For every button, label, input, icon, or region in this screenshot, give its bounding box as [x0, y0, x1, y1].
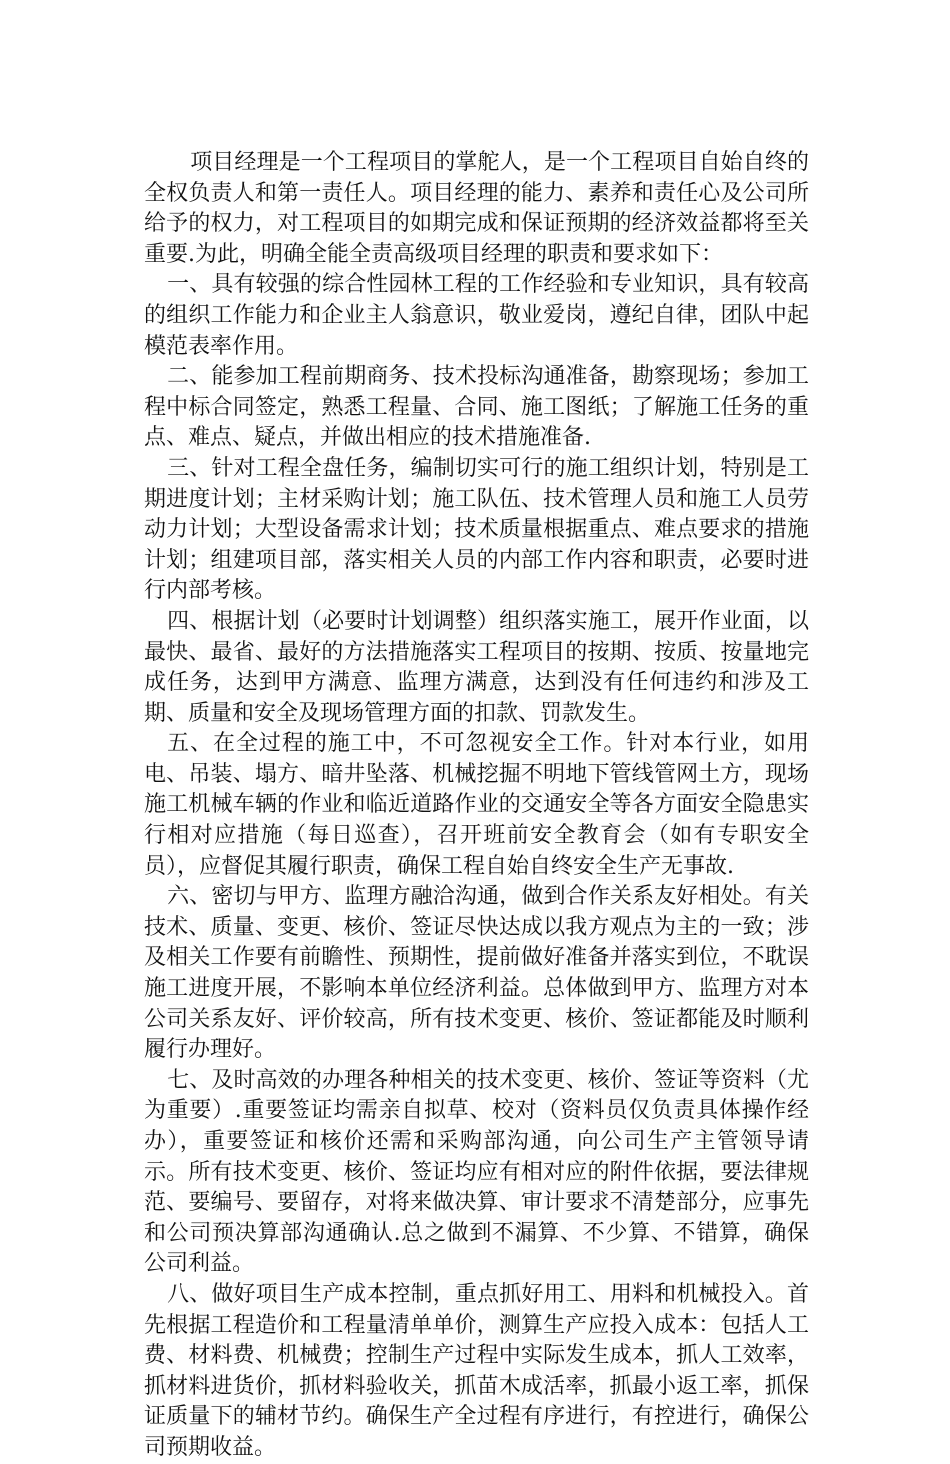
paragraph-item-5: 五、在全过程的施工中，不可忽视安全工作。针对本行业，如用电、吊装、塌方、暗井坠落、机械挖掘不明地下管线管网土方，现场施工机械车辆的作业和临近道路作业的交通安全等各方面安全隐患实行相对应措施（每日巡查），召开班前安全教育会（如有专职安全员），应督促其履行职责，确保工程自始自终安全生产无事故.	[144, 731, 809, 879]
paragraph-item-4: 四、根据计划（必要时计划调整）组织落实施工，展开作业面，以最快、最省、最好的方法措施落实工程项目的按期、按质、按量地完成任务，达到甲方满意、监理方满意，达到没有任何违约和涉及工期、质量和安全及现场管理方面的扣款、罚款发生。	[144, 608, 809, 726]
intro-paragraph: 项目经理是一个工程项目的掌舵人，是一个工程项目自始自终的全权负责人和第一责任人。项目经理的能力、素养和责任心及公司所给予的权力，对工程项目的如期完成和保证预期的经济效益都将至关重要.为此，明确全能全责高级项目经理的职责和要求如下：	[144, 150, 809, 267]
paragraph-item-1: 一、具有较强的综合性园林工程的工作经验和专业知识，具有较高的组织工作能力和企业主人翁意识，敬业爱岗，遵纪自律，团队中起模范表率作用。	[144, 272, 809, 359]
paragraph-item-2: 二、能参加工程前期商务、技术投标沟通准备，勘察现场；参加工程中标合同签定，熟悉工程量、合同、施工图纸；了解施工任务的重点、难点、疑点，并做出相应的技术措施准备.	[144, 364, 809, 451]
paragraph-item-6: 六、密切与甲方、监理方融洽沟通，做到合作关系友好相处。有关技术、质量、变更、核价、签证尽快达成以我方观点为主的一致；涉及相关工作要有前瞻性、预期性，提前做好准备并落实到位，不耽误施工进度开展，不影响本单位经济利益。总体做到甲方、监理方对本公司关系友好、评价较高，所有技术变更、核价、签证都能及时顺利履行办理好。	[144, 884, 809, 1063]
paragraph-item-8: 八、做好项目生产成本控制，重点抓好用工、用料和机械投入。首先根据工程造价和工程量清单单价，测算生产应投入成本：包括人工费、材料费、机械费；控制生产过程中实际发生成本，抓人工效率，抓材料进货价，抓材料验收关，抓苗木成活率，抓最小返工率，抓保证质量下的辅材节约。确保生产全过程有序进行，有控进行，确保公司预期收益。	[144, 1281, 809, 1460]
paragraph-item-3: 三、针对工程全盘任务，编制切实可行的施工组织计划，特别是工期进度计划；主材采购计划；施工队伍、技术管理人员和施工人员劳动力计划；大型设备需求计划；技术质量根据重点、难点要求的措施计划；组建项目部，落实相关人员的内部工作内容和职责，必要时进行内部考核。	[144, 455, 809, 604]
document-body	[144, 148, 809, 1464]
paragraph-item-7: 七、及时高效的办理各种相关的技术变更、核价、签证等资料（尤为重要）.重要签证均需亲自拟草、校对（资料员仅负责具体操作经办），重要签证和核价还需和采购部沟通，向公司生产主管领导请示。所有技术变更、核价、签证均应有相对应的附件依据，要法律规范、要编号、要留存，对将来做决算、审计要求不清楚部分，应事先和公司预决算部沟通确认.总之做到不漏算、不少算、不错算，确保公司利益。	[144, 1067, 809, 1277]
